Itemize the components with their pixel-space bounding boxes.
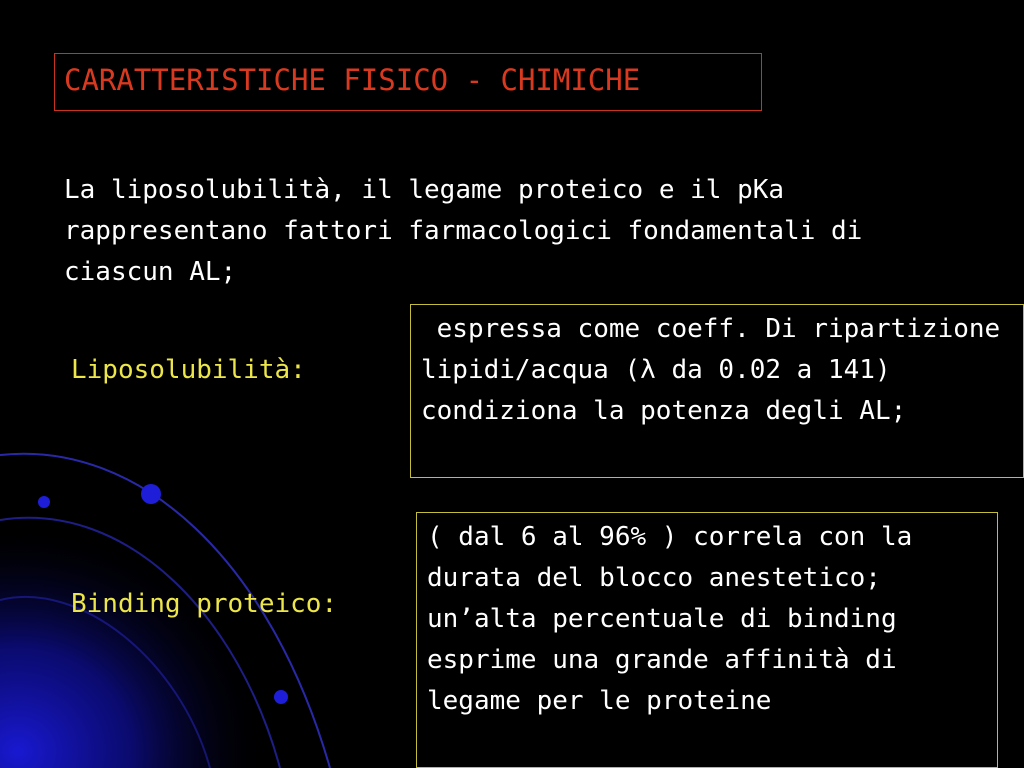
label-protein-binding: Binding proteico: [71,589,338,619]
protein-binding-box [416,512,998,768]
label-liposolubility: Liposolubilità: [71,355,306,385]
protein-binding-description: ( dal 6 al 96% ) correla con la durata del blocco anestetico; un’alta percentuale di binding esprime una grande affinità di legame per le proteine [427,522,928,716]
liposolubility-box [410,304,1024,478]
slide-title: CARATTERISTICHE FISICO - CHIMICHE [64,63,641,97]
intro-paragraph: La liposolubilità, il legame proteico e il pKa rappresentano fattori farmacologici fondamentali di ciascun AL; [64,175,863,287]
liposolubility-description: espressa come coeff. Di ripartizione lipidi/acqua (λ da 0.02 a 141) condiziona la potenza degli AL; [421,314,1016,426]
